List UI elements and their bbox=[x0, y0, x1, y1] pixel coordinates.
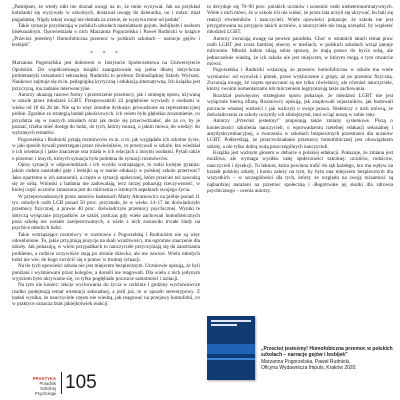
body-paragraph: Książka jest ważnym głosem w debacie o polskiej edukacji. Pokazuje, że zmiana jest możliwa, ale wymaga wysiłku całej społeczności szkolnej: uczniów, rodziców, nauczycieli i dyrekcji. To lektura, która powinna trafić do rąk każdego, kto ma wpływ na kształt polskiej szkoły i komu zależy na tym, by była ona miejscem bezpiecznym dla wszystkich – w szczególności dla tych, którzy ze względu na swoją tożsamość są najbardziej narażeni na przemoc społeczną i długotrwałe jej skutki dla zdrowia psychicznego – ocenia autorzy. bbox=[207, 149, 393, 194]
book-cover-image bbox=[207, 316, 255, 380]
body-paragraph: Autorzy zwracają uwagę na pewien paradoks. Choć w ostatnich latach temat praw osób LGBT jest coraz bardziej obecny w mediach, w polskich szkołach wciąż panuje milczenie. Młodzi ludzie zdają sobie sprawę, że mają prawo do bycia sobą, ale jednocześnie wiedzą, że ich szkoła nie jest miejscem, w którym mogą o tym otwarcie mówić. bbox=[207, 35, 393, 68]
book-caption bbox=[261, 346, 393, 372]
body-paragraph: Na tym nie koniec: lekcje wychowania do życia w rodzinie i godziny wychowawcze rzadko podejmują temat orientacji seksualnej, a jeśli już, to w sposób stereotypowy. Z badań wynika, że nauczyciele często nie wiedzą, jak reagować na przejawy homofobii, co w praktyce oznacza brak jakiejkolwiek reakcji. bbox=[12, 282, 200, 308]
body-paragraph: Pogorzelska i Rudnicki pytają rozmówców m.in. o to, jak wyglądało ich szkolne życie, w jaki sposób bywali postrzegani przez rówieśników, co przeżywali w szkole, kto wiedział o ich orientacji i jakie znaczenie ona miała w ich relacjach z innymi osobami. Pytali także o przemoc i innych, których sytuacja była podobna do sytuacji rozmówców. bbox=[12, 136, 200, 162]
left-column bbox=[12, 4, 200, 308]
section-separator: * * * bbox=[90, 51, 122, 58]
book-title: „Przecież jesteśmy! Homofobiczna przemoc w polskich szkołach – narracje gejów i lesbijek" bbox=[261, 346, 393, 359]
body-paragraph: W przeprowadzonych przez autorów badaniach Marty Abramowicz na próbie ponad 11 tys. młodych osób LGB ponad 50 proc. przyznało, że w wieku 14–17 lat doświadczyło przemocy fizycznej, a prawie 40 proc. doświadczyło przemocy psychicznej. Wyniki te dotyczą wyłącznie przypadków ze szkół, podczas gdy wiele zachowań homofobicznych poza szkołą nie zostało zarejestrowanych, a wiele z nich zostawiło trwałe ślady na psychice młodych ludzi. bbox=[12, 193, 200, 232]
body-paragraph: Rozdział poświęcony strategiom oporu pokazuje, że młodzież LGBT nie jest wyłącznie bierną ofiarą. Rozmówcy opisują, jak znajdowali sojuszników, jak budowali poczucie własnej wartości i jak walczyli o swoje prawa. Niektórzy z nich mówią, że doświadczenia ze szkoły uczyniły ich silniejszymi, inni wciąż noszą w sobie rany. bbox=[207, 92, 393, 118]
body-paragraph: Marzanna Pogorzelska jest doktorem w Instytucie Społeczeństwa na Uniwersytecie Opolskim. Do współczesnego książki zaangażowała się jedna dłużej dotychczas problematyki tożsamości seksualnej. Rudnicki to profesor Dolnośląskiej Szkoły Wyższej. Naukowo zajmuje się m.in. pedagogiką krytyczną i edukacją alternatywną. Ich książka jest przyczyną, ma zadanie interwencyjne. bbox=[12, 60, 200, 92]
body-paragraph: Takie wstrząsające rozmówcy w rozmowie z Pogorzelską i Rudnickim nie są więc odosobnione. To, jakie przyjmują pozycje na skali wrażliwości, ma ogromne znaczenie dla szkoły. Jak pokazują, w wielu przypadkach to nauczyciele przyczyniają się do zaostrzania problemu, a rodzice oczywiście stają po stronie dziecka, ale nie zawsze. Wielu młodych ludzi nie wie, do kogo zwrócić się o pomoc w trudnej sytuacji. bbox=[12, 231, 200, 264]
page-number: 105 bbox=[61, 372, 97, 394]
body-paragraph: Autorzy „Przecież jesteśmy!" proponują także zmiany systemowe. Piszą o konieczności szkolenia nauczycieli, o wprowadzeniu rzetelnej edukacji seksualnej i antydyskryminacyjnej, o tworzeniu w szkołach bezpiecznych przestrzeni dla uczniów LGBT. Podkreślają, że przeciwdziałanie przemocy homofobicznej jest obowiązkiem szkoły, a nie tylko dobrą wolą poszczególnych nauczycieli. bbox=[207, 118, 393, 150]
right-column bbox=[207, 4, 393, 194]
body-paragraph: Na tle tych opowieści szkoła nie jest miejscem bezpiecznym. Uczniowie opisują, że byli poniżani i wyśmiewani przez kolegów, a dorośli nie reagowali. Dla wielu z nich jedynym wyjściem było ukrywanie się, co tylko pogłębiało poczucie samotności i izolacji. bbox=[12, 263, 200, 283]
intro-quote: „Pamiętam, że wtedy nikt nie doznał uwagi na to, że mnie wyzywał. Jak na przykład koleżanki się wyzywały w szkolnych, dostawał uwagę do dziennika, no i rodzic miał pogadankę. Nigdy takiej uwagi nie dostała za ożenie, że wyzywa mnie od pedała". bbox=[12, 4, 200, 23]
body-paragraph: tu decyduje się 70–90 proc. polskich uczniów i uczennic osób nieheteronormatywnych. Wiele z nich mówi, że w szkole ich nie widać, że przez lata uczyli się ukrywać, bo bali się reakcji rówieśników i nauczycieli. Wiele opowieści pokazuje, że szkoła nie jest przygotowana na przyjęcie takich uczniów, a nauczyciele nie mają narzędzi, by wspierać młodzież LGBT. bbox=[207, 4, 393, 36]
book-publisher: Oficyna Wydawnicza Impuls, Kraków 2020. bbox=[261, 365, 357, 372]
body-paragraph: Autorzy ukazują rasowe formy i przestrzenie przemocy, jak i strategię oporu, używaną w szkole przez młodzież LGBT. Przeprowadzili 22 pogłębione wywiady z osobami w wieku od 18 do 28 lat. Nie są to więc żmudne dyskusje, prowadzone na reprezentacyjnej próbie. Zgodnie ze strategią badań jakościowych, ich celem było głębokie zrozumienie, co przydarza się w naszych szkołach oraz jak może się przeciwdziałać, ale za co, by je poznać, trzeba mieć dostęp do ludzi, do tych, którzy muszą, o jakim mowa, do wiedzy: do wybranych tematów. bbox=[12, 92, 200, 137]
body-paragraph: Opisy sytuacji w odpowiedziach i ich wyniki wstrząsające, to rodzi kolejne pytania: jakim cudem nastolatki geje i lesbijki są w stanie edukacji w polskiej szkole przetrwać? Jako opartemu w ich autonomii, a często w sytuacji społecznej, które przecież też zawodzą się ze sobą. Wnioski z badania nie zadowalają, lecz raczej pokazują rzeczywistość, w której część uczniów zmuszona jest do milczenia o istotnych aspektach swojego życia. bbox=[12, 161, 200, 194]
page-footer bbox=[12, 372, 392, 396]
magazine-name: PRAKTYKA Poradnik Szkolnej Psychologii bbox=[32, 376, 56, 396]
body-paragraph: Pogorzelska i Rudnicki wskazują, że przemoc homofobiczna w szkole ma wiele wymiarów: od wyzwisk i plotek, przez wykluczenie z grupy, aż po przemoc fizyczną. Zwracają uwagę, że często sprawcami są nie tylko rówieśnicy, ale również nauczyciele, którzy swoimi komentarzami lub milczeniem legitymizują takie zachowania. bbox=[207, 67, 393, 93]
intro-paragraph: Takie sytuacje przydarzają w polskich szkołach nastolatkom gejom, lesbijkom i osobom biseksualnym. Opowiedziała o nich Marzanna Pogorzelska i Paweł Rudnicki w książce „Przecież jesteśmy! Homofobiczna przemoc w polskich szkołach – narracje gejów i lesbijek". bbox=[12, 23, 200, 49]
book-authors: Marzanna Pogorzelska, Paweł Rudnicki, bbox=[261, 358, 351, 365]
